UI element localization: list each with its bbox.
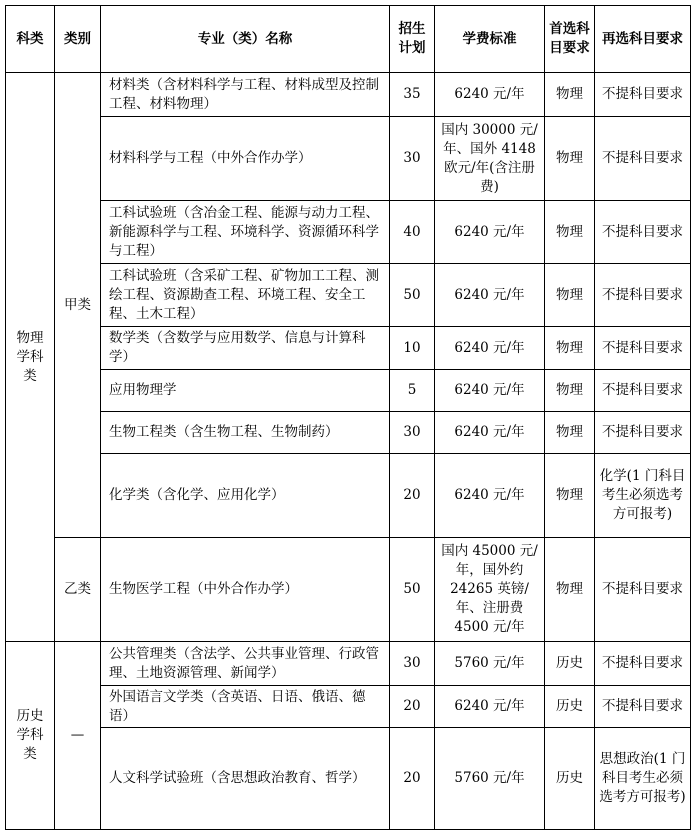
first-choice-cell: 物理 — [545, 454, 595, 538]
major-cell: 工科试验班（含冶金工程、能源与动力工程、新能源科学与工程、环境科学、资源循环科学与工程） — [101, 201, 390, 264]
major-cell: 生物医学工程（中外合作办学） — [101, 538, 390, 642]
first-choice-cell: 历史 — [545, 686, 595, 728]
major-cell: 数学类（含数学与应用数学、信息与计算科学） — [101, 327, 390, 370]
tuition-cell: 6240 元/年 — [435, 73, 545, 117]
plan-cell: 30 — [390, 642, 435, 686]
first-choice-cell: 物理 — [545, 264, 595, 327]
plan-cell: 30 — [390, 117, 435, 201]
header-plan: 招生计划 — [390, 6, 435, 73]
plan-cell: 10 — [390, 327, 435, 370]
second-choice-cell: 不提科目要求 — [595, 538, 691, 642]
header-subject: 科类 — [6, 6, 55, 73]
table-row — [6, 73, 691, 117]
tuition-cell: 5760 元/年 — [435, 728, 545, 830]
tuition-cell: 6240 元/年 — [435, 370, 545, 412]
first-choice-cell: 物理 — [545, 412, 595, 454]
first-choice-cell: 物理 — [545, 73, 595, 117]
table-row — [6, 370, 691, 412]
second-choice-cell: 不提科目要求 — [595, 117, 691, 201]
category-cell: 乙类 — [55, 538, 101, 642]
second-choice-cell: 不提科目要求 — [595, 686, 691, 728]
major-cell: 化学类（含化学、应用化学） — [101, 454, 390, 538]
second-choice-cell: 不提科目要求 — [595, 370, 691, 412]
header-second-choice: 再选科目要求 — [595, 6, 691, 73]
first-choice-cell: 物理 — [545, 538, 595, 642]
plan-cell: 40 — [390, 201, 435, 264]
table-row — [6, 201, 691, 264]
second-choice-cell: 不提科目要求 — [595, 412, 691, 454]
header-row — [6, 6, 691, 73]
plan-cell: 50 — [390, 538, 435, 642]
plan-cell: 30 — [390, 412, 435, 454]
category-cell: — — [55, 642, 101, 830]
second-choice-cell: 不提科目要求 — [595, 264, 691, 327]
tuition-cell: 6240 元/年 — [435, 264, 545, 327]
first-choice-cell: 物理 — [545, 370, 595, 412]
tuition-cell: 5760 元/年 — [435, 642, 545, 686]
first-choice-cell: 历史 — [545, 728, 595, 830]
major-cell: 材料类（含材料科学与工程、材料成型及控制工程、材料物理） — [101, 73, 390, 117]
header-major: 专业（类）名称 — [101, 6, 390, 73]
second-choice-cell: 不提科目要求 — [595, 201, 691, 264]
major-cell: 公共管理类（含法学、公共事业管理、行政管理、土地资源管理、新闻学） — [101, 642, 390, 686]
second-choice-cell: 不提科目要求 — [595, 642, 691, 686]
tuition-cell: 6240 元/年 — [435, 201, 545, 264]
tuition-cell: 6240 元/年 — [435, 454, 545, 538]
major-cell: 应用物理学 — [101, 370, 390, 412]
header-first-choice: 首选科目要求 — [545, 6, 595, 73]
table-row — [6, 686, 691, 728]
subject-cell: 物理学科类 — [6, 73, 55, 642]
tuition-cell: 6240 元/年 — [435, 686, 545, 728]
tuition-cell: 国内 45000 元/年，国外约 24265 英镑/年、注册费 4500 元/年 — [435, 538, 545, 642]
table-row — [6, 728, 691, 830]
plan-cell: 20 — [390, 686, 435, 728]
table-row — [6, 454, 691, 538]
header-tuition: 学费标准 — [435, 6, 545, 73]
second-choice-cell: 化学(1 门科目考生必须选考方可报考) — [595, 454, 691, 538]
second-choice-cell: 思想政治(1 门科目考生必须选考方可报考) — [595, 728, 691, 830]
category-cell: 甲类 — [55, 73, 101, 538]
first-choice-cell: 物理 — [545, 327, 595, 370]
major-cell: 外国语言文学类（含英语、日语、俄语、德语） — [101, 686, 390, 728]
table-row — [6, 412, 691, 454]
major-cell: 工科试验班（含采矿工程、矿物加工工程、测绘工程、资源勘查工程、环境工程、安全工程、土木工程） — [101, 264, 390, 327]
plan-cell: 5 — [390, 370, 435, 412]
table-row — [6, 327, 691, 370]
plan-cell: 35 — [390, 73, 435, 117]
plan-cell: 20 — [390, 454, 435, 538]
major-cell: 材料科学与工程（中外合作办学） — [101, 117, 390, 201]
tuition-cell: 6240 元/年 — [435, 327, 545, 370]
tuition-cell: 国内 30000 元/年、国外 4148 欧元/年(含注册费) — [435, 117, 545, 201]
table-row — [6, 117, 691, 201]
plan-cell: 20 — [390, 728, 435, 830]
admission-plan-table — [5, 5, 691, 830]
first-choice-cell: 物理 — [545, 201, 595, 264]
second-choice-cell: 不提科目要求 — [595, 73, 691, 117]
plan-cell: 50 — [390, 264, 435, 327]
first-choice-cell: 物理 — [545, 117, 595, 201]
table-row — [6, 538, 691, 642]
subject-cell: 历史学科类 — [6, 642, 55, 830]
major-cell: 生物工程类（含生物工程、生物制药） — [101, 412, 390, 454]
table-row — [6, 642, 691, 686]
second-choice-cell: 不提科目要求 — [595, 327, 691, 370]
tuition-cell: 6240 元/年 — [435, 412, 545, 454]
major-cell: 人文科学试验班（含思想政治教育、哲学） — [101, 728, 390, 830]
header-category: 类别 — [55, 6, 101, 73]
table-row — [6, 264, 691, 327]
first-choice-cell: 历史 — [545, 642, 595, 686]
